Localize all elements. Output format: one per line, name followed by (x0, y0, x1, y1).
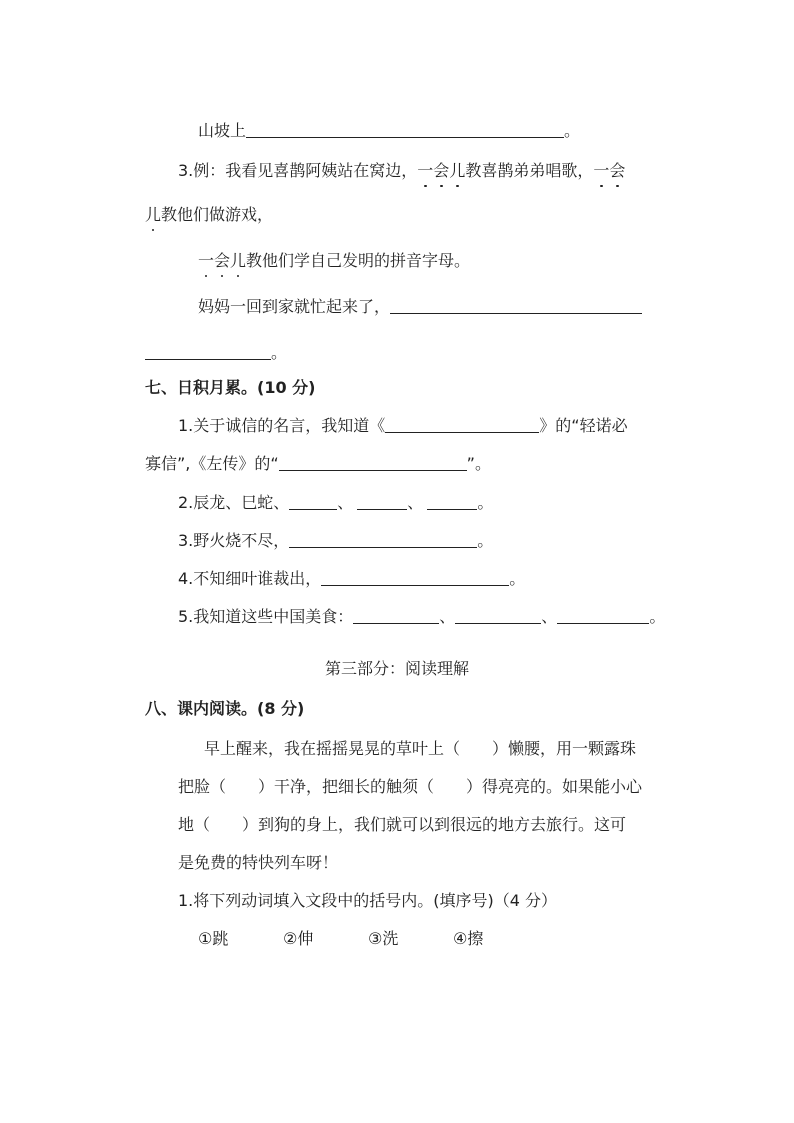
dotted-char: 一 (417, 161, 434, 180)
period: 。 (649, 607, 666, 626)
period: 。 (477, 531, 494, 550)
q3-example-text: 教喜鹊弟弟唱歌， (465, 161, 594, 180)
answer-blank[interactable] (289, 531, 477, 548)
sec7-q1-line1 (178, 415, 628, 437)
dotted-char: 一 (198, 251, 215, 270)
dotted-char: 儿 (449, 161, 466, 180)
answer-blank[interactable] (557, 607, 649, 624)
sec7-q3-text: 3.野火烧不尽， (178, 531, 290, 550)
sec7-q5-text: 5.我知道这些中国美食： (178, 607, 354, 626)
q2-tail-line (198, 120, 580, 142)
dotted-char: 会 (609, 161, 626, 180)
options-row (198, 928, 513, 950)
separator: 、 (439, 607, 456, 626)
dotted-char: 一 (593, 161, 610, 180)
answer-blank[interactable] (427, 493, 477, 510)
answer-blank[interactable] (385, 416, 539, 433)
sec7-q4-line (178, 568, 525, 590)
answer-blank[interactable] (357, 493, 407, 510)
sec8-q1: 1.将下列动词填入文段中的括号内。(填序号)（4 分） (178, 891, 558, 910)
answer-blank[interactable] (390, 297, 642, 314)
period: 。 (509, 569, 526, 588)
answer-blank[interactable] (289, 493, 337, 510)
q3-example-line2 (145, 204, 273, 226)
dotted-char: 儿 (230, 251, 247, 270)
period: 。 (477, 493, 494, 512)
sec7-q2-text: 2.辰龙、巳蛇、 (178, 493, 290, 512)
dotted-char: 会 (214, 251, 231, 270)
sec7-q1-text: 》的“轻诺必 (539, 416, 628, 435)
q3-example-line3 (198, 250, 470, 272)
option-item: ②伸 (283, 929, 314, 948)
part3-title: 第三部分：阅读理解 (324, 659, 469, 678)
answer-blank[interactable] (455, 607, 541, 624)
answer-blank[interactable] (279, 454, 467, 471)
option-item: ①跳 (198, 929, 229, 948)
q3-task-end: 。 (271, 343, 288, 362)
q3-example-text: 3.例：我看见喜鹊阿姨站在窝边， (178, 161, 418, 180)
passage-line: 早上醒来，我在摇摇晃晃的草叶上（ ）懒腰，用一颗露珠 (204, 739, 637, 758)
dotted-char: 会 (433, 161, 450, 180)
answer-blank[interactable] (246, 121, 564, 138)
q3-task-line (198, 296, 642, 318)
section8-heading: 八、课内阅读。(8 分) (145, 699, 305, 718)
q2-tail-prefix: 山坡上 (198, 121, 247, 140)
option-item: ③洗 (368, 929, 399, 948)
sec7-q1-text: 寡信”,《左传》的“ (145, 454, 279, 473)
option-item: ④擦 (453, 929, 484, 948)
q3-example-text: 教他们学自己发明的拼音字母。 (246, 251, 471, 270)
separator: 、 (407, 493, 424, 512)
sec7-q3-line (178, 530, 493, 552)
passage-line: 地（ ）到狗的身上，我们就可以到很远的地方去旅行。这可 (178, 815, 627, 834)
section7-heading: 七、日积月累。(10 分) (145, 378, 316, 397)
sec7-q1-line2 (145, 453, 491, 475)
answer-blank[interactable] (145, 343, 271, 360)
q3-example-text: 教他们做游戏， (161, 205, 274, 224)
sec7-q5-line (178, 606, 665, 628)
sec7-q4-text: 4.不知细叶谁裁出， (178, 569, 322, 588)
answer-blank[interactable] (353, 607, 439, 624)
q3-task-text: 妈妈一回到家就忙起来了， (198, 297, 391, 316)
q2-tail-end: 。 (564, 121, 581, 140)
sec7-q1-text: ”。 (466, 454, 491, 473)
passage-line: 是免费的特快列车呀！ (178, 853, 339, 872)
q3-task-line2 (145, 342, 287, 364)
separator: 、 (541, 607, 558, 626)
passage-line: 把脸（ ）干净，把细长的触须（ ）得亮亮的。如果能小心 (178, 777, 643, 796)
answer-blank[interactable] (321, 569, 509, 586)
sec7-q1-text: 1.关于诚信的名言，我知道《 (178, 416, 386, 435)
dotted-char: 儿 (145, 205, 162, 224)
separator: 、 (337, 493, 354, 512)
q3-example-line1 (178, 160, 625, 182)
sec7-q2-line (178, 492, 493, 514)
